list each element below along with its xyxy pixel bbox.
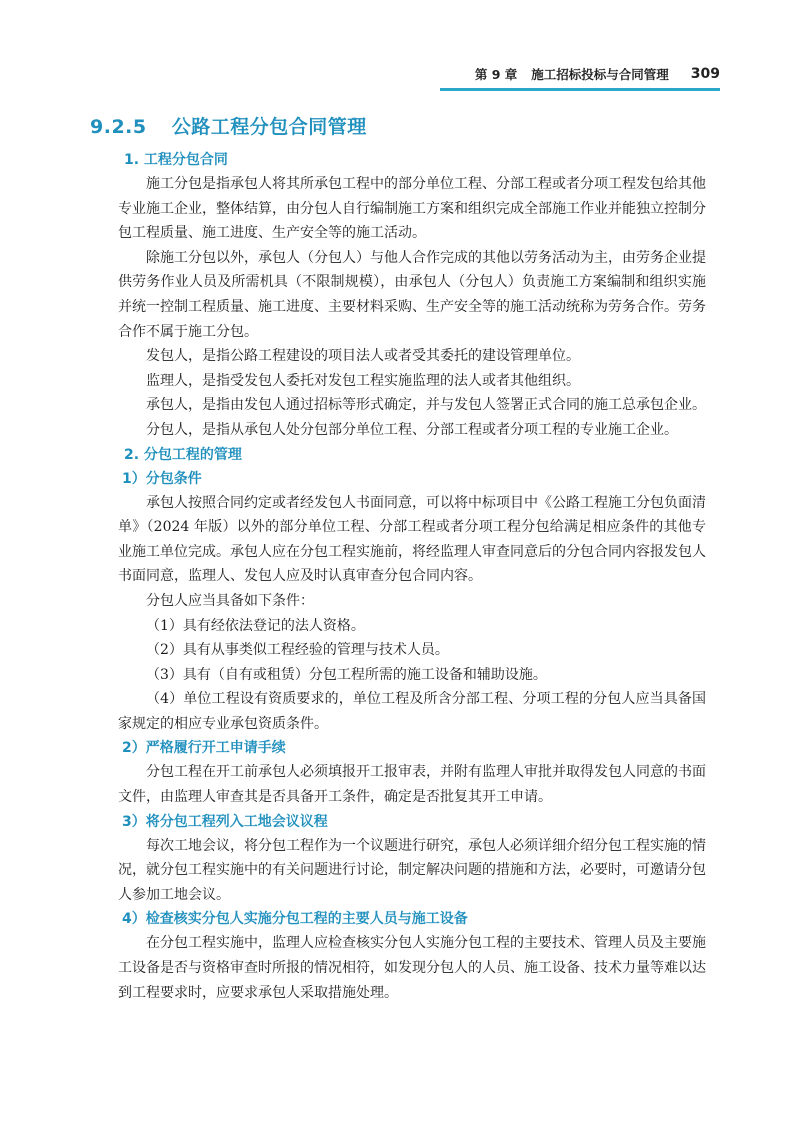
section-number: 9.2.5	[90, 116, 147, 138]
list-item: （4）单位工程设有资质要求的，单位工程及所含分部工程、分项工程的分包人应当具备国家规定的相应专业承包资质条件。	[118, 691, 706, 732]
paragraph: 除施工分包以外，承包人（分包人）与他人合作完成的其他以劳务活动为主，由劳务企业提供劳务作业人员及所需机具（不限制规模），由承包人（分包人）负责施工方案编制和组织实施并统一控制工程质量、施工进度、主要材料采购、生产安全等的施工活动统称为劳务合作。劳务合作不属于施工分包。	[118, 249, 706, 340]
paragraph: 每次工地会议，将分包工程作为一个议题进行研究，承包人必须详细介绍分包工程实施的情况，就分包工程实施中的有关问题进行讨论，制定解决问题的措施和方法，必要时，可邀请分包人参加工地会议。	[118, 837, 706, 903]
paragraph: 分包人应当具备如下条件：	[146, 592, 314, 609]
paragraph: 分包人，是指从承包人处分包部分单位工程、分部工程或者分项工程的专业施工企业。	[146, 421, 678, 438]
paragraph: 发包人，是指公路工程建设的项目法人或者受其委托的建设管理单位。	[146, 348, 580, 365]
subheading-1: 1. 工程分包合同	[124, 152, 228, 168]
list-item: （2）具有从事类似工程经验的管理与技术人员。	[146, 642, 449, 659]
paragraph: 在分包工程实施中，监理人应检查核实分包人实施分包工程的主要技术、管理人员及主要施工设备是否与资格审查时所报的情况相符，如发现分包人的人员、施工设备、技术力量等难以达到工程要求时，应要求承包人采取措施处理。	[118, 935, 706, 1001]
chapter-title: 施工招标投标与合同管理	[531, 67, 669, 82]
subheading-2: 2. 分包工程的管理	[124, 446, 242, 463]
paragraph: 施工分包是指承包人将其所承包工程中的部分单位工程、分部工程或者分项工程发包给其他专业施工企业，整体结算，由分包人自行编制施工方案和组织完成全部施工作业并能独立控制分包工程质量、施工进度、生产安全等的施工活动。	[118, 176, 706, 242]
subheading-2-1: 1）分包条件	[122, 470, 202, 487]
subheading-2-3: 3）将分包工程列入工地会议议程	[122, 813, 328, 830]
chapter-label: 第 9 章	[474, 67, 518, 82]
list-item: （1）具有经依法登记的法人资格。	[146, 617, 365, 634]
paragraph: 分包工程在开工前承包人必须填报开工报审表，并附有监理人审批并取得发包人同意的书面文件，由监理人审查其是否具备开工条件，确定是否批复其开工申请。	[118, 764, 706, 806]
subheading-2-4: 4）检查核实分包人实施分包工程的主要人员与施工设备	[122, 911, 468, 928]
header-rule	[440, 88, 720, 91]
paragraph: 承包人，是指由发包人通过招标等形式确定，并与发包人签署正式合同的施工总承包企业。	[146, 397, 706, 414]
body-text	[118, 148, 706, 1005]
list-item: （3）具有（自有或租赁）分包工程所需的施工设备和辅助设施。	[146, 666, 547, 683]
subheading-2-2: 2）严格履行开工申请手续	[122, 740, 286, 757]
section-heading	[90, 112, 367, 139]
paragraph: 监理人，是指受发包人委托对发包工程实施监理的法人或者其他组织。	[146, 372, 580, 389]
running-header	[430, 62, 720, 86]
page-number: 309	[690, 66, 720, 82]
paragraph: 承包人按照合同约定或者经发包人书面同意，可以将中标项目中《公路工程施工分包负面清单》（2024 年版）以外的部分单位工程、分部工程或者分项工程分包给满足相应条件的其他专业施工单位完成。承包人应在分包工程实施前，将经监理人审查同意后的分包合同内容报发包人书面同意，监理人、发包人应及时认真审查分包合同内容。	[118, 494, 706, 585]
section-title: 公路工程分包合同管理	[171, 116, 367, 138]
